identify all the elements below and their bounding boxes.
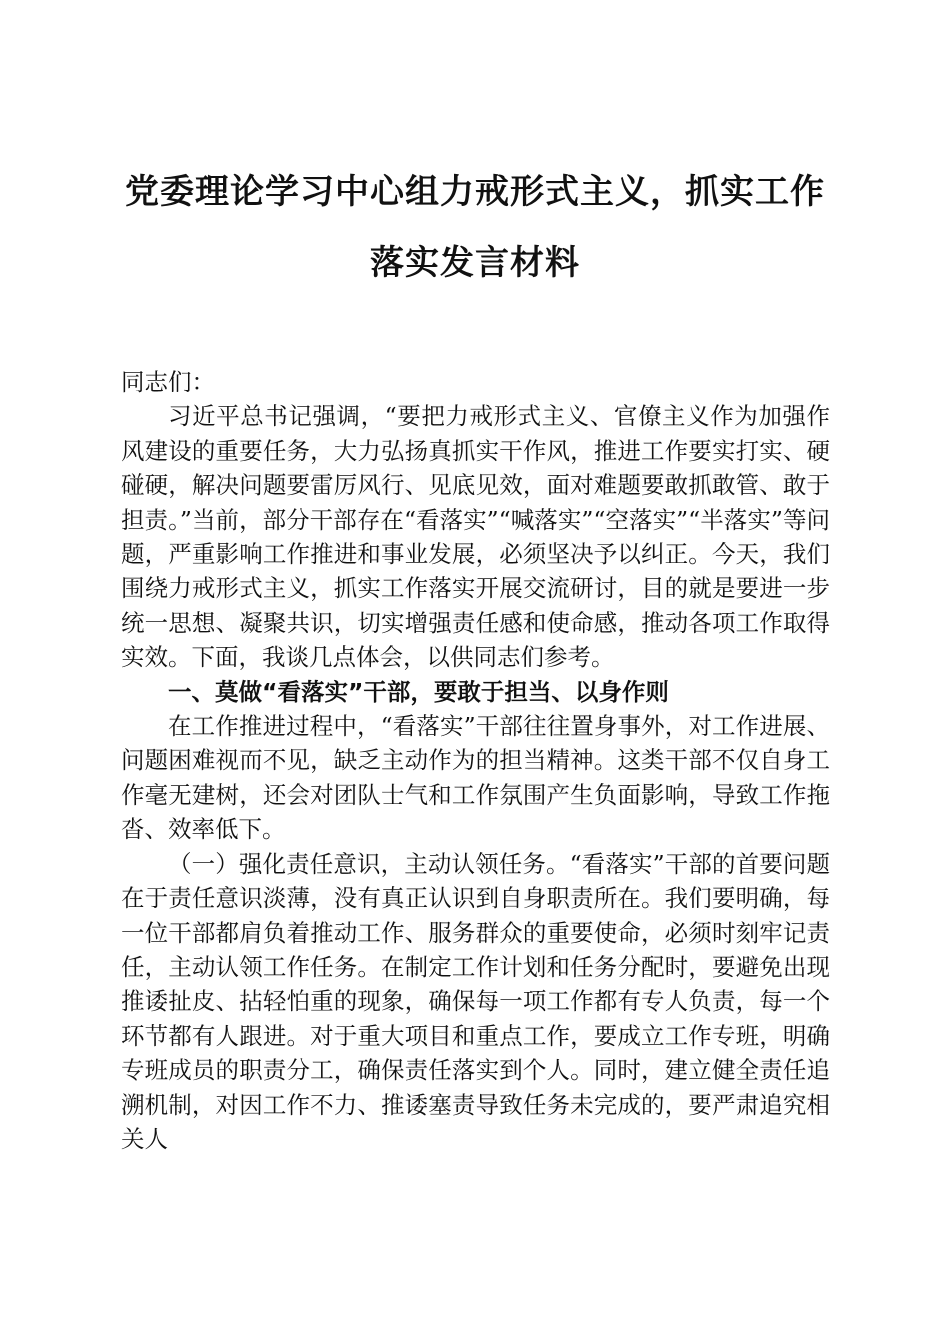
intro-paragraph: 习近平总书记强调，“要把力戒形式主义、官僚主义作为加强作风建设的重要任务，大力弘扬真抓实干作风，推进工作要实打实、硬碰硬，解决问题要雷厉风行、见底见效，面对难题要敢抓敢管、敢于担责。”当前，部分干部存在“看落实”“喊落实”“空落实”“半落实”等问题，严重影响工作推进和事业发展，必须坚决予以纠正。今天，我们围绕力戒形式主义，抓实工作落实开展交流研讨，目的就是要进一步统一思想、凝聚共识，切实增强责任感和使命感，推动各项工作取得实效。下面，我谈几点体会，以供同志们参考。 — [121, 402, 830, 672]
document-title-line-1: 党委理论学习中心组力戒形式主义，抓实工作 — [125, 172, 825, 212]
subsection-1-paragraph: （一）强化责任意识，主动认领任务。“看落实”干部的首要问题在于责任意识淡薄，没有真正认识到自身职责所在。我们要明确，每一位干部都肩负着推动工作、服务群众的重要使命，必须时刻牢记责任，主动认领工作任务。在制定工作计划和任务分配时，要避免出现推诿扯皮、拈轻怕重的现象，确保每一项工作都有专人负责，每一个环节都有人跟进。对于重大项目和重点工作，要成立工作专班，明确专班成员的职责分工，确保责任落实到个人。同时，建立健全责任追溯机制，对因工作不力、推诿塞责导致任务未完成的，要严肃追究相关人 — [121, 849, 830, 1153]
section-1-paragraph: 在工作推进过程中，“看落实”干部往往置身事外，对工作进展、问题困难视而不见，缺乏主动作为的担当精神。这类干部不仅自身工作毫无建树，还会对团队士气和工作氛围产生负面影响，导致工作拖沓、效率低下。 — [121, 712, 830, 844]
salutation: 同志们： — [121, 368, 215, 396]
document-title-line-2: 落实发言材料 — [370, 243, 580, 283]
section-1-heading: 一、莫做“看落实”干部，要敢于担当、以身作则 — [168, 677, 669, 706]
document-body — [121, 365, 830, 1156]
